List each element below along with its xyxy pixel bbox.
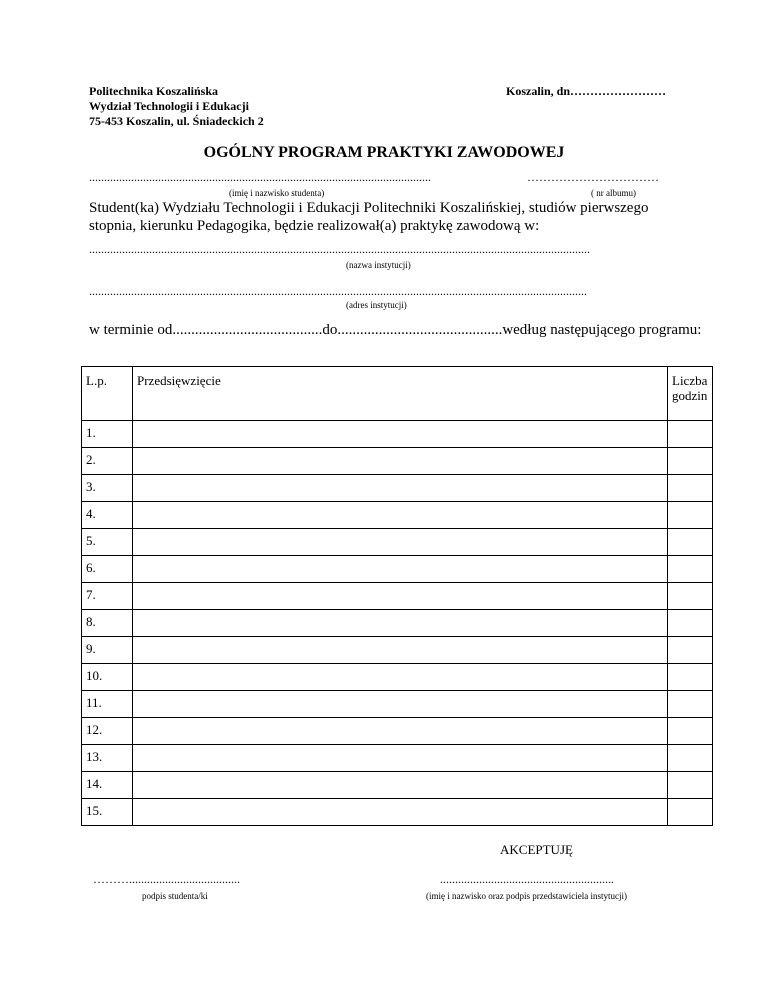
hours-cell (668, 448, 713, 475)
row-number: 4. (82, 502, 133, 529)
table-row (82, 529, 713, 556)
activity-cell (133, 529, 668, 556)
row-number: 11. (82, 691, 133, 718)
table-row (82, 421, 713, 448)
activity-cell (133, 502, 668, 529)
institution-address-caption: (adres instytucji) (346, 300, 407, 310)
student-signature-field: ………..................................... (93, 872, 240, 886)
row-number: 3. (82, 475, 133, 502)
table-row (82, 556, 713, 583)
header-hours-line1: Liczba (672, 373, 708, 388)
term-line: w terminie od........................................do............................................według następującego programu: (89, 322, 702, 338)
hours-cell (668, 583, 713, 610)
institution-street: 75-453 Koszalin, ul. Śniadeckich 2 (89, 114, 264, 128)
row-number: 14. (82, 772, 133, 799)
activity-cell (133, 691, 668, 718)
place-date-field: Koszalin, dn…………………… (506, 84, 667, 98)
row-number: 9. (82, 637, 133, 664)
faculty-name: Wydział Technologii i Edukacji (89, 99, 249, 113)
activity-cell (133, 637, 668, 664)
row-number: 12. (82, 718, 133, 745)
header-hours (668, 367, 713, 421)
student-signature-caption: podpis studenta/ki (142, 891, 208, 901)
table-row (82, 718, 713, 745)
row-number: 2. (82, 448, 133, 475)
table-row (82, 583, 713, 610)
row-number: 5. (82, 529, 133, 556)
document-title: OGÓLNY PROGRAM PRAKTYKI ZAWODOWEJ (203, 144, 565, 161)
activity-cell (133, 421, 668, 448)
hours-cell (668, 772, 713, 799)
activity-cell (133, 799, 668, 826)
hours-cell (668, 610, 713, 637)
student-name-field: .................................................................................................................. (89, 170, 431, 184)
activity-cell (133, 448, 668, 475)
table-row (82, 691, 713, 718)
table-header-row (82, 367, 713, 421)
row-number: 1. (82, 421, 133, 448)
representative-signature-field: .......................................................... (440, 872, 614, 886)
representative-signature-caption: (imię i nazwisko oraz podpis przedstawiciela instytucji) (426, 891, 627, 901)
row-number: 15. (82, 799, 133, 826)
table-row (82, 745, 713, 772)
hours-cell (668, 421, 713, 448)
activity-cell (133, 610, 668, 637)
row-number: 7. (82, 583, 133, 610)
institution-name: Politechnika Koszalińska (89, 84, 219, 98)
activity-cell (133, 664, 668, 691)
institution-name-caption: (nazwa instytucji) (346, 260, 411, 270)
table-row (82, 448, 713, 475)
institution-name-field: ....................................................................................................................................................................... (89, 242, 590, 256)
table-row (82, 610, 713, 637)
table-row (82, 502, 713, 529)
header-hours-line2: godzin (672, 388, 708, 403)
table-row (82, 772, 713, 799)
hours-cell (668, 529, 713, 556)
hours-cell (668, 691, 713, 718)
institution-address-block (89, 84, 264, 129)
program-table (81, 366, 713, 826)
row-number: 8. (82, 610, 133, 637)
table-row (82, 475, 713, 502)
activity-cell (133, 718, 668, 745)
hours-cell (668, 664, 713, 691)
row-number: 10. (82, 664, 133, 691)
hours-cell (668, 556, 713, 583)
hours-cell (668, 718, 713, 745)
hours-cell (668, 475, 713, 502)
hours-cell (668, 799, 713, 826)
activity-cell (133, 475, 668, 502)
header-activity: Przedsięwzięcie (133, 367, 668, 421)
header-lp: L.p. (82, 367, 133, 421)
accept-label: AKCEPTUJĘ (500, 842, 573, 857)
statement-text: Student(ka) Wydziału Technologii i Edukacji Politechniki Koszalińskiej, studiów pierwszego stopnia, kierunku Pedagogika, będzie realizował(a) praktykę zawodową w: (89, 200, 649, 234)
activity-cell (133, 556, 668, 583)
table-row (82, 799, 713, 826)
hours-cell (668, 502, 713, 529)
institution-address-field: ...................................................................................................................................................................... (89, 284, 587, 298)
table-row (82, 637, 713, 664)
album-number-field: …………………………… (527, 170, 659, 184)
table-row (82, 664, 713, 691)
activity-cell (133, 583, 668, 610)
row-number: 6. (82, 556, 133, 583)
activity-cell (133, 745, 668, 772)
activity-cell (133, 772, 668, 799)
hours-cell (668, 637, 713, 664)
hours-cell (668, 745, 713, 772)
student-name-caption: (imię i nazwisko studenta) (229, 188, 325, 198)
album-number-caption: ( nr albumu) (591, 188, 636, 198)
row-number: 13. (82, 745, 133, 772)
